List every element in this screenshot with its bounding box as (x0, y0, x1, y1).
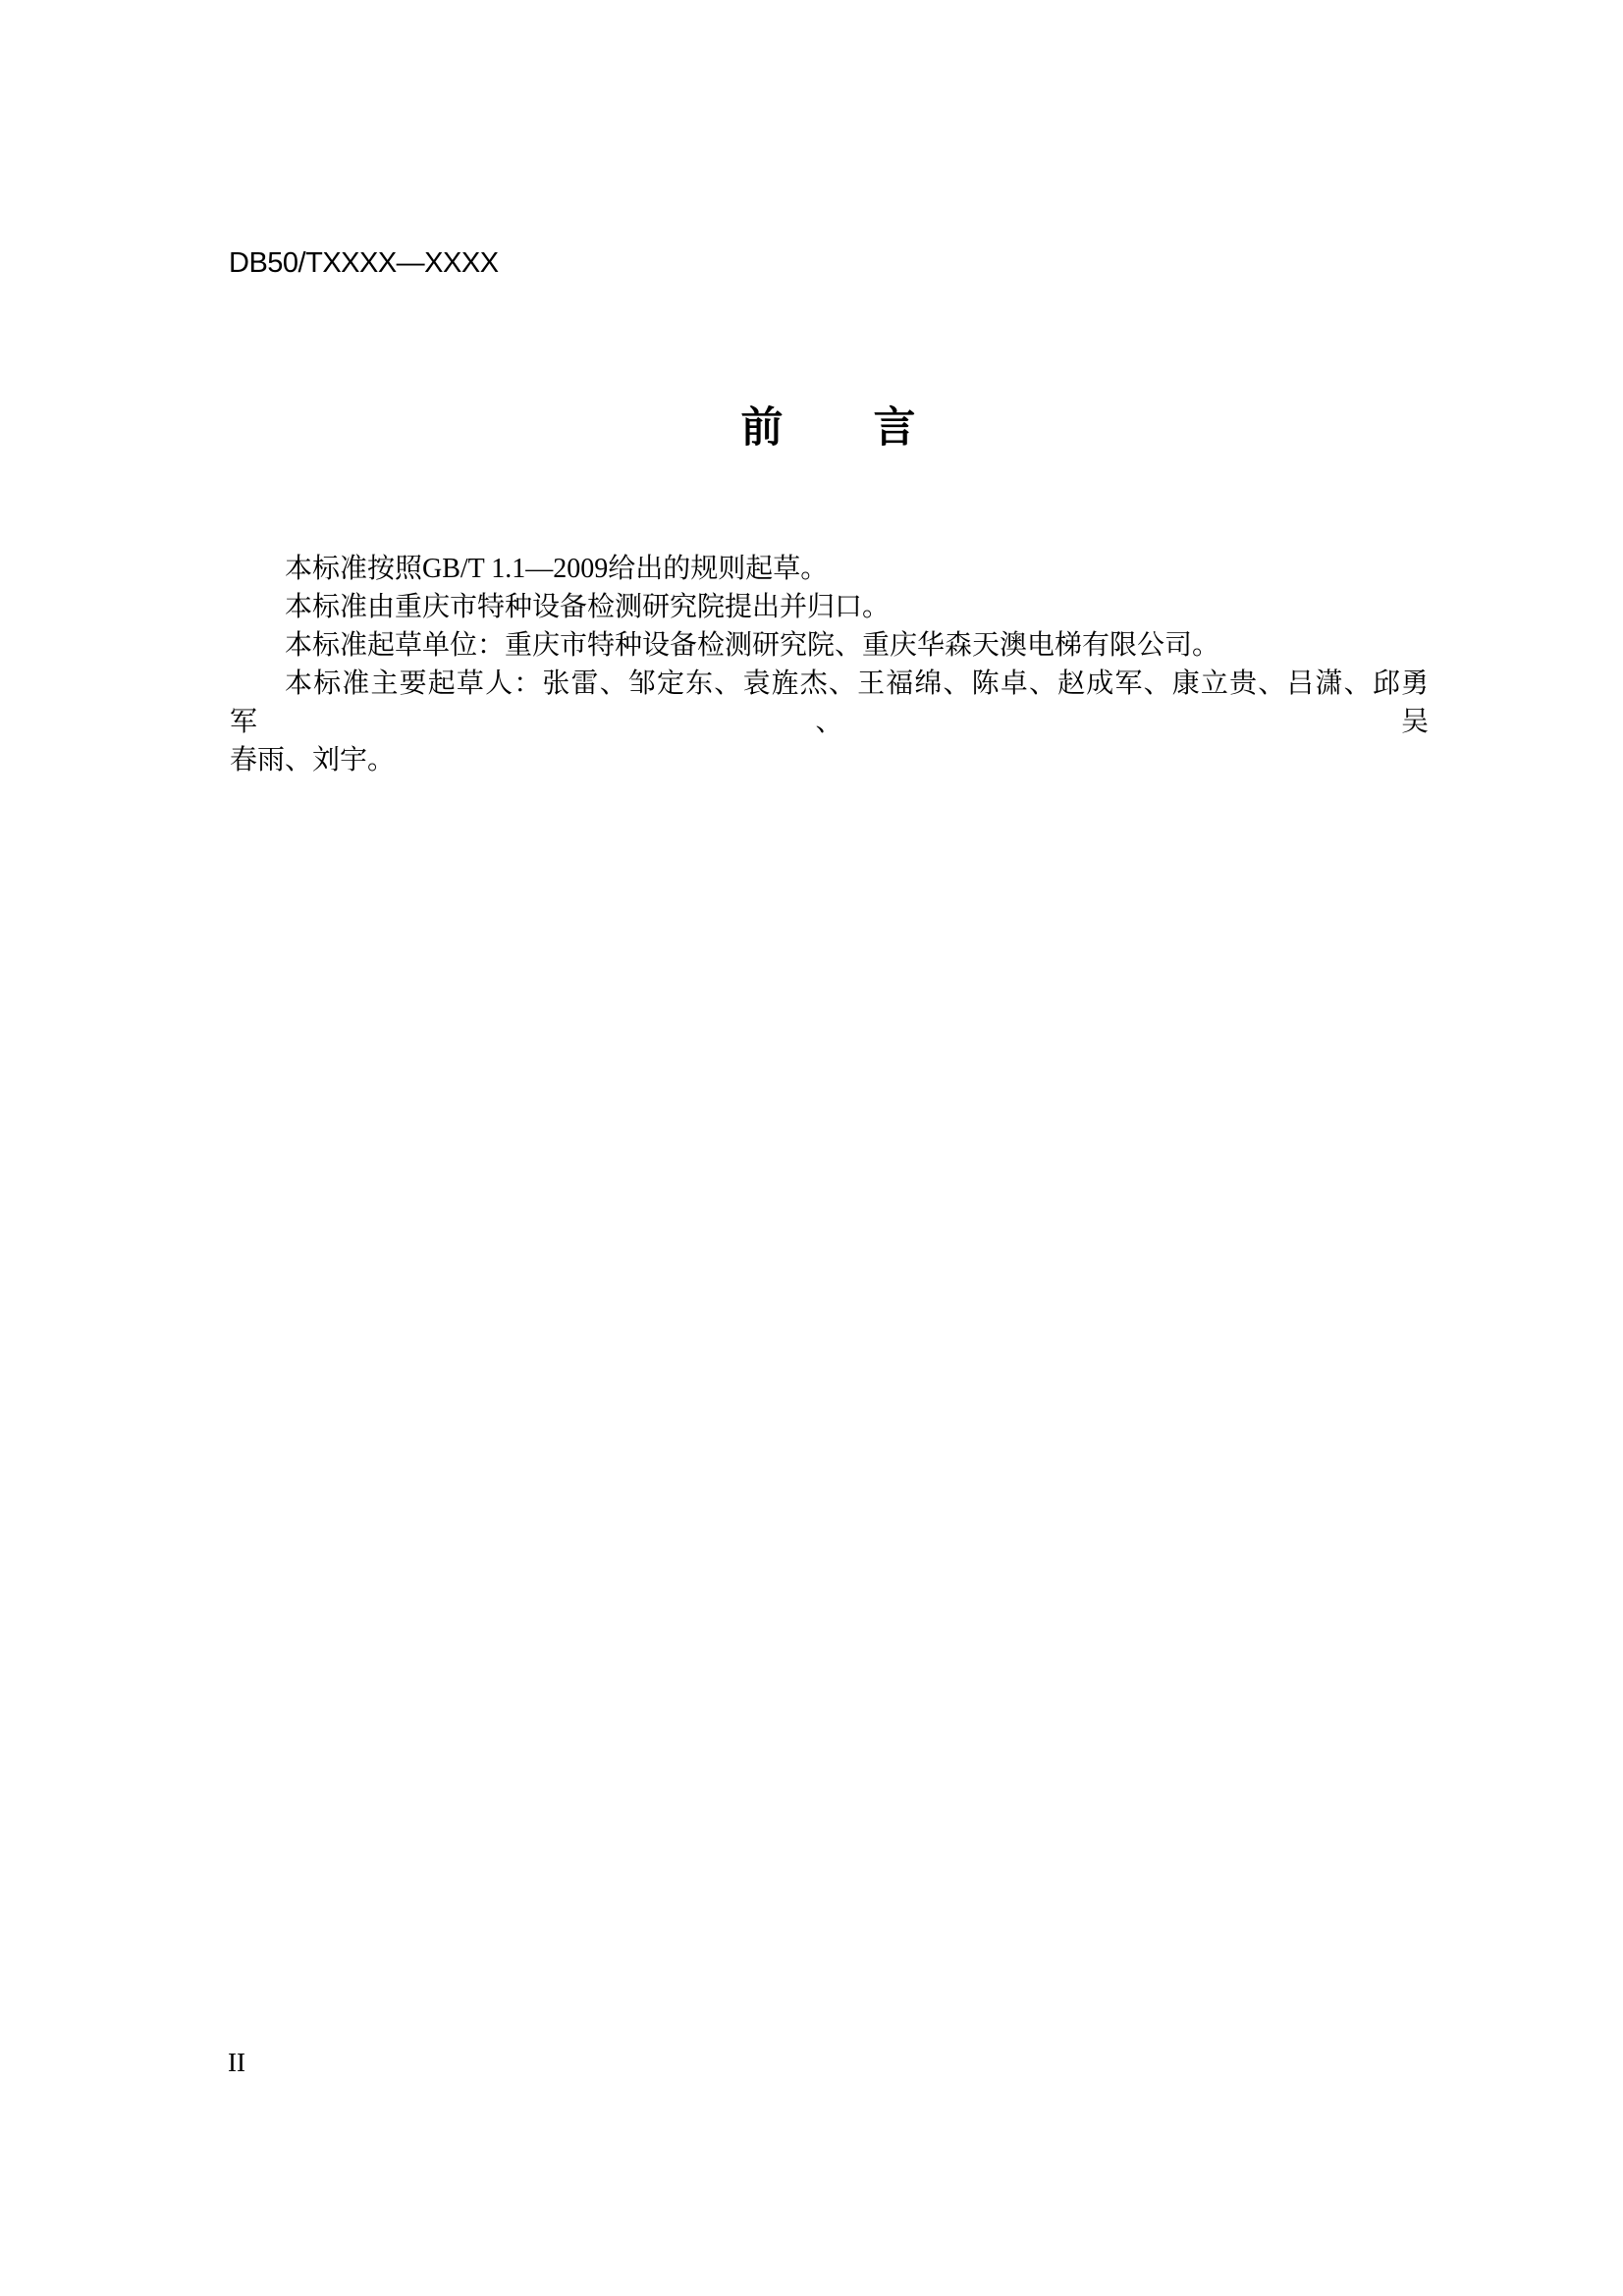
page-title (17, 402, 1623, 455)
foreword-line: 春雨、刘宇。 (230, 745, 396, 775)
foreword-body (230, 550, 1429, 779)
standard-code-header: DB50/TXXXX—XXXX (229, 247, 499, 279)
page-title-char-right: 言 (873, 404, 916, 452)
page-number: II (228, 2048, 245, 2077)
foreword-line: 本标准由重庆市特种设备检测研究院提出并归口。 (285, 592, 891, 622)
foreword-line: 本标准按照GB/T 1.1—2009给出的规则起草。 (285, 554, 829, 584)
foreword-line: 本标准起草单位：重庆市特种设备检测研究院、重庆华森天澳电梯有限公司。 (285, 630, 1220, 661)
page-title-char-left: 前 (740, 404, 784, 452)
foreword-line: 本标准主要起草人：张雷、邹定东、袁旌杰、王福绵、陈卓、赵成军、康立贵、吕潇、邱勇军、吴 (230, 668, 1429, 737)
